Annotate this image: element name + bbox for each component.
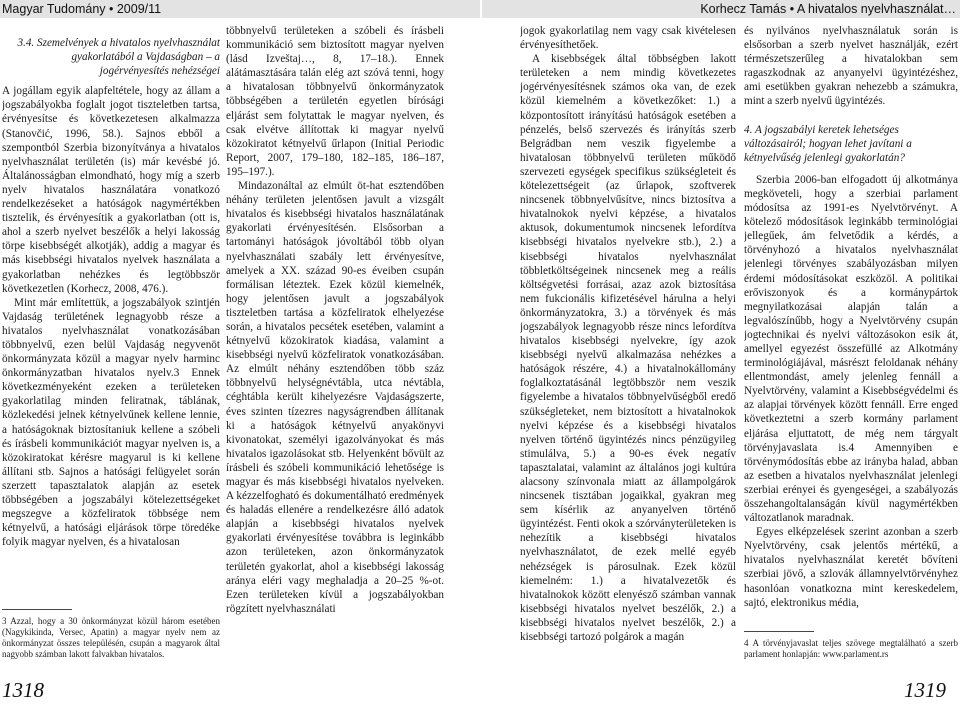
- footnote-divider: [2, 609, 72, 610]
- paragraph: Mint már említettük, a jogszabályok szintjén Vajdaság területének legnagyobb része a hivatalos nyelvhasználat vonatkozásában többnyelvű, ezen belül Vajdaság negyvenöt önkormányzata közül a magyar nyelv harminc önkormányzatban hivatalos nyelv.3 Ennek következményeként ezeken a területeken gyakorlatilag minden feliratnak, táblának, közlekedési jelnek kétnyelvűnek kellene lennie, a hatóságoknak biztosítaniuk kellene a szóbeli és írásbeli kommunikációt magyar nyelven is, a közokiratokat kérésre magyarul is ki kellene állítani stb. Sajnos a hatósági felügyelet során szerzett tapasztalatok alapján az esetek többségében a jogszabályi kötelezettségeket megszegve a közfeliratok többsége nem kétnyelvű, a hatósági eljárások törpe töredéke folyik magyar nyelven, és a hivatalosan: [2, 296, 220, 549]
- section-title-3-4: 3.4. Szemelvények a hivatalos nyelvhasználat gyakorlatából a Vajdaságban – a jogérvényesítés nehézségei: [17, 37, 220, 78]
- paragraph: Mindazonáltal az elmúlt öt-hat esztendőben néhány területen jelentősen javult a vizsgált hivatalos és kisebbségi hivatalos használatának gyakorlati érvényesítésén. Elsősorban a tartományi hatóságok jóvoltából több olyan nyelvhasználati szabály lett érvényesítve, amelyek a XX. század 90-es éveiben csupán formálisan léteztek. Ezek közül kiemelnék, hogy jelentősen javult a jogszabályok tiszteletben tartása a közfeliratok elhelyezése során, a hivatalos pecsétek esetében, valamint a kétnyelvű közokiratok kiadása, valamint a kisebbségi nyelvű közfeliratok vonatkozásában. Az elmúlt néhány esztendőben több száz többnyelvű helységnévtábla, utca névtábla, céghtábla került kihelyezésre Vajdaságszerte, éves szinten tízezres nagyságrendben állítanak ki a hatóságok kétnyelvű anyakönyvi kivonatokat, személyi igazolványokat és más hivatalos igazolásokat stb. Helyenként bővült az írásbeli és szóbeli kommunikáció lehetősége is magyar és más kisebbségi hivatalos nyelveken. A kézzelfogható és dokumentálható eredmények és haladás ellenére a rendelkezésre álló adatok alapján a kisebbségi hivatalos nyelvek gyakorlati érvényesítése továbbra is leginkább azon területeken, azon önkormányzatok területén gyakorlat, ahol a kisebbségi lakosság aránya eléri vagy meghaladja a 20–25 %-ot. Ezen területeken kívül a jogszabályokban rögzített nyelvhasználati: [226, 180, 444, 615]
- footnote-area: [2, 595, 220, 660]
- footnote-area: [744, 617, 958, 660]
- paragraph: A kisebbségek által többségben lakott területeken a nem mindig következetes jogérvényesítésnek számos oka van, de ezek közül kiemelném a következőket: 1.) a központosított irányítású hatóságok esetében a pénzelés, belső szervezés és irányítás szerb Belgrádban nem veszik figyelembe a hivatalosan többnyelvű területen működő szervezeti egységek specifikus szükségleteit és kötelezettségeit (az űrlapok, szoftverek nincsenek többnyelvűsítve, nincs biztosítva a hivatalnokok nyelvi képzése, a hivatalos aktusok, dokumentumok nincsenek lefordítva kisebbségi hivatalos nyelvekre stb.), 2.) a kisebbségi hivatalos nyelvhasználat többletköltségeinek nincsenek meg a reális költségvetési forrásai, azaz azok biztosítása nem fukcionális kifizetésével hárulna a helyi önkormányzatokra, 3.) a törvények és más jogszabályok legnagyobb része nincs lefordítva hivatalos kisebbségi nyelvekre, így azok kisebbségi nyelvű alkalmazása nehézkes a hatóságok részére, 4.) a hivatalnokállomány foglalkoztatásánál legtöbbször nem veszik figyelembe a hivatalos többnyelvűségből eredő szükségleteket, nem biztosított a hivatalnokok nyelvi képzése és a kisebbségi hivatalos nyelven történő ügyintézés nincs pénzügyileg stimulálva, 5.) a 90-es évek negatív tapasztalatai, valamint az általános jogi kultúra alacsony színvonala miatt az állampolgárok nincsenek tisztában jogaikkal, gyakran meg sem kísérlik az anyanyelven történő ügyintézést. Fenti okok a szórványterületeken is nehezítik a kisebbségi hivatalos nyelvhasználatot, de ezek mellé egyéb nehézségek is párosulnak. Ezek közül kiemelném: 1.) a hivatalvezetők és hivatalnokok között elenyésző számban vannak kisebbségi hivatalos nyelvet beszélők, 2.) a kisebbségi hivatalos nyelvet beszélők, 2.) a kisebbségi tartozó polgárok a magán: [520, 53, 736, 644]
- section-title-4: 4. A jogszabályi keretek lehetséges változásairól; hogyan lehet javítani a kétnyelvűség jelenlegi gyakorlatán?: [744, 123, 912, 164]
- running-header-left: Magyar Tudomány • 2009/11: [0, 0, 480, 18]
- paragraph: Egyes elképzelések szerint azonban a szerb Nyelvtörvény, csak jelentős mértékű, a hivatalos nyelvhasználat keretét bővíteni szerbiai jövő, a szlovák államnyelvtörvényhez hasonlóan vonatkozna mint kereskedelem, sajtó, elektronikus média,: [744, 526, 958, 609]
- footnote-3: 3 Azzal, hogy a 30 önkormányzat közül három esetében (Nagykikinda, Versec, Apatin) a magyar nyelv nem az önkormányzat összes településén, csupán a magyarok által nagyobb számban lakott falvakban hivatalos.: [2, 616, 220, 659]
- paragraph: jogok gyakorlatilag nem vagy csak kivételesen érvényesíthetőek.: [520, 25, 736, 52]
- footnote-divider: [744, 631, 814, 632]
- column-2: [226, 24, 444, 660]
- footnote-4: 4 A törvényjavaslat teljes szövege megtalálható a szerb parlament honlapján: www.parlament.rs: [744, 638, 958, 659]
- running-header-right: Korhecz Tamás • A hivatalos nyelvhasználat…: [482, 0, 960, 18]
- page-number-right: 1319: [904, 678, 946, 702]
- page-number-left: 1318: [2, 678, 44, 702]
- column-3: [520, 24, 736, 660]
- column-4: [744, 24, 958, 660]
- column-1: [2, 24, 220, 660]
- paragraph: Szerbia 2006-ban elfogadott új alkotmánya megköveteli, hogy a szerbiai parlament módosítsa az 1991-es Nyelvtörvényt. A kötelező módosítások leginkább terminológiai jellegűek, ám felvetődik a kérdés, a törvényhozó a hivatalos nyelvhasználat jelenlegi törvényes szabályozásban milyen érdemi módosításokat eszközöl. A politikai erőviszonyok és a kormánypártok megnyilatkozásai alapján talán a legvalószínűbb, hogy a Nyelvtörvény csupán jogtechnikai és nyelvi változásokon esik át, amellyel egyezést összefüllé az Alkotmány terminológiájával, másrészt feloldanak néhány ellentmondást, amely jelenleg fennáll a Nyelvtörvény, valamint a Kisebbségvédelmi és az alapjai törvények között fennáll. Erre enged következtetni a szerb kormány parlament eljárása eljuttatott, de még nem tárgyalt törvényjavaslata is.4 Amennyiben e törvénymódosítás ebbe az irányba halad, abban az esetben a hivatalos nyelvhasználat jelenlegi szerbiai erényei és gyengeségei, a szabályozás összehangoltalanságán kívül nagymértékben változatlanok maradnak.: [744, 173, 958, 525]
- paragraph: és nyilvános nyelvhasználatuk során is elsősorban a szerb nyelvet használják, ezért térmészetszerűleg a hivatalokban sem ragaszkodnak az anyanyelvi ügyintézéshez, ami esetükben gyakran nehezebb a számukra, mint a szerb nyelvű ügyintézés.: [744, 25, 958, 108]
- paragraph: többnyelvű területeken a szóbeli és írásbeli kommunikáció sem biztosított magyar nyelven (lásd Izveštaj…, 8, 17–18.). Ennek alátámasztására talán elég azt szóvá tenni, hogy a hivatalosan többnyelvű önkormányzatok többségében a területén egyetlen bírósági eljárást sem folytattak le magyar nyelven, és csak elvétve állítottak ki magyar nyelvű közokiratot kétnyelvű űrlapon (Initial Periodic Report, 2007, 179–180, 182–185, 186–187, 195–197.).: [226, 25, 444, 178]
- paragraph: A jogállam egyik alapfeltétele, hogy az állam a jogszabályokba foglalt jogot tiszteletben tartsa, érvényesítse és következetesen alkalmazza (Stanovčić, 1996, 58.). Sajnos ebből a szempontból Szerbia bizonyítványa a hivatalos nyelvhasználat területén (is) már kevésbé jó. Általánosságban elmondható, hogy míg a szerb nyelv hivatalos használatára vonatkozó rendelkezéseket a hatóságok nagymértékben tisztelik, és érvényesítik a gyakorlatban (ott is, ahol a szerb nyelvet beszélők a helyi lakosság törpe kisebbségét alkotják), addig a magyar és más kisebbségi hivatalos nyelvek használata a gyakorlatban nehézkes és legtöbbször következetlen (Korhecz, 2008, 476.).: [2, 85, 220, 295]
